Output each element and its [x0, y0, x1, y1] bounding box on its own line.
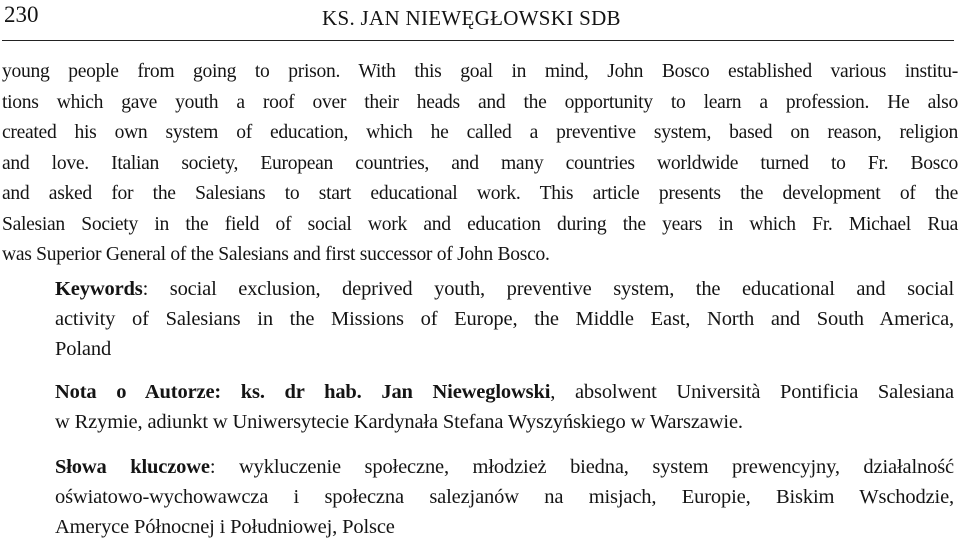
abstract-line: Salesian Society in the field of social work and education during the years in which Fr. Michael Rua [2, 213, 958, 235]
slowa-kluczowe-line: oświatowo-wychowawcza i społeczna salezjanów na misjach, Europie, Biskim Wschodzie, [55, 486, 954, 508]
slowa-kluczowe-label: Słowa kluczowe [55, 456, 210, 478]
slowa-kluczowe-paragraph [55, 452, 954, 542]
author-note-line [55, 377, 954, 407]
keywords-line [55, 274, 954, 304]
abstract-line: created his own system of education, which he called a preventive system, based on reason, religion [2, 122, 958, 143]
author-note-line: w Rzymie, adiunkt w Uniwersytecie Kardynała Stefana Wyszyńskiego w Warszawie. [55, 411, 743, 433]
page-number: 230 [4, 2, 39, 27]
header-rule [2, 40, 954, 41]
keywords-label: Keywords [55, 278, 143, 300]
abstract-line: young people from going to prison. With this goal in mind, John Bosco established various institu- [2, 61, 958, 82]
abstract-line: and asked for the Salesians to start educational work. This article presents the development of the [2, 183, 958, 204]
abstract-line: was Superior General of the Salesians and first successor of John Bosco. [2, 244, 550, 265]
abstract-line: and love. Italian society, European countries, and many countries worldwide turned to Fr. Bosco [2, 152, 958, 174]
keywords-text: : social exclusion, deprived youth, preventive system, the educational and social [142, 278, 954, 300]
keywords-line: activity of Salesians in the Missions of Europe, the Middle East, North and South America, [55, 308, 954, 330]
running-head: KS. JAN NIEWĘGŁOWSKI SDB [322, 6, 621, 30]
author-note-label: Nota o Autorze: ks. dr hab. Jan Nieweglowski [55, 381, 551, 403]
author-note-text: , absolwent Università Pontificia Salesiana [550, 381, 954, 403]
page-header [2, 0, 954, 42]
keywords-paragraph [55, 274, 954, 364]
keywords-line: Poland [55, 338, 112, 360]
slowa-kluczowe-text: : wykluczenie społeczne, młodzież biedna, system prewencyjny, działalność [209, 456, 954, 478]
abstract-paragraph [2, 57, 958, 271]
slowa-kluczowe-line [55, 452, 954, 482]
slowa-kluczowe-line: Ameryce Północnej i Południowej, Polsce [55, 516, 395, 538]
author-note-paragraph [55, 377, 954, 437]
abstract-line: tions which gave youth a roof over their heads and the opportunity to learn a profession. He also [2, 91, 958, 113]
